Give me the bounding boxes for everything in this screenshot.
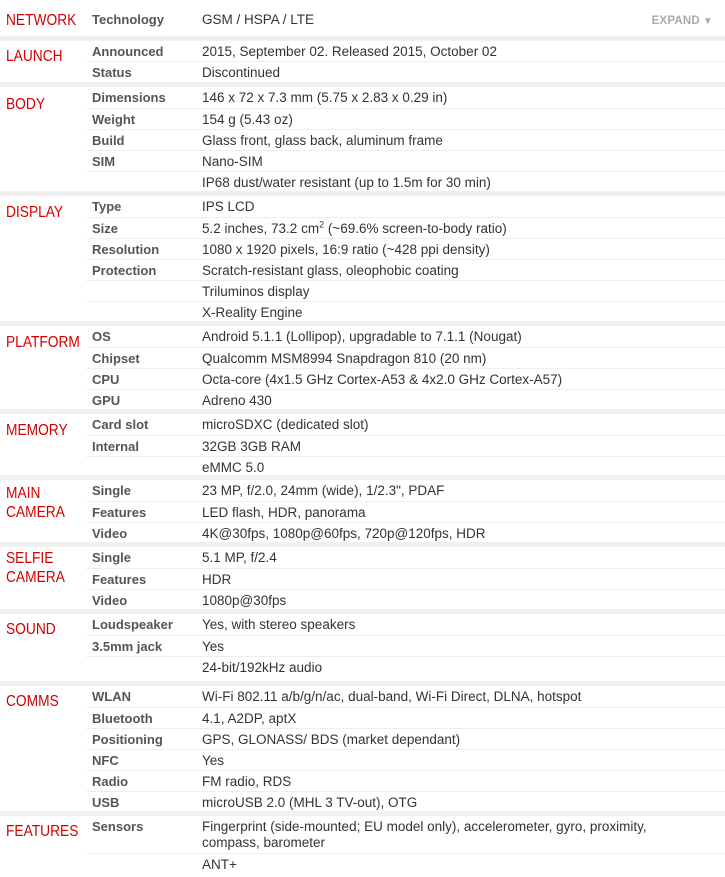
spec-row-bluetooth: [86, 707, 725, 729]
spec-value: [202, 221, 702, 237]
spec-row-video: [86, 522, 725, 544]
spec-row-nfc: [86, 749, 725, 771]
section-title-body[interactable]: BODY: [6, 96, 45, 113]
section-main-camera: [0, 480, 725, 547]
section-network: [0, 0, 725, 41]
spec-value: 23 MP, f/2.0, 24mm (wide), 1/2.3", PDAF: [202, 483, 445, 498]
spec-value: Discontinued: [202, 65, 281, 80]
spec-value: Triluminos display: [202, 284, 310, 299]
spec-row-gpu: [86, 389, 725, 411]
section-title-selfie-camera[interactable]: [6, 549, 75, 587]
spec-value: Qualcomm MSM8994 Snapdragon 810 (20 nm): [202, 351, 487, 366]
spec-row-status: [86, 61, 725, 83]
section-title-launch[interactable]: LAUNCH: [6, 48, 63, 65]
spec-label[interactable]: SIM: [92, 154, 116, 169]
spec-value: X-Reality Engine: [202, 305, 303, 320]
spec-row-extra: [86, 171, 725, 193]
spec-label[interactable]: Single: [92, 483, 132, 498]
spec-value: 24-bit/192kHz audio: [202, 660, 323, 675]
spec-label[interactable]: Resolution: [92, 242, 160, 257]
spec-row-video: [86, 589, 725, 611]
section-title-memory[interactable]: MEMORY: [6, 422, 68, 439]
spec-label[interactable]: Card slot: [92, 417, 149, 432]
spec-value: 1080 x 1920 pixels, 16:9 ratio (~428 ppi density): [202, 242, 490, 257]
spec-label[interactable]: Internal: [92, 439, 139, 454]
section-selfie-camera: [0, 547, 725, 614]
size-value-rest: (~69.6% screen-to-body ratio): [324, 221, 507, 236]
section-title-line: MAIN: [6, 485, 41, 502]
size-value-main: 5.2 inches, 73.2 cm: [202, 221, 320, 236]
spec-label[interactable]: Protection: [92, 263, 157, 278]
spec-value: LED flash, HDR, panorama: [202, 505, 366, 520]
spec-row-features: [86, 501, 725, 523]
spec-value: 4.1, A2DP, aptX: [202, 711, 297, 726]
spec-value: 146 x 72 x 7.3 mm (5.75 x 2.83 x 0.29 in): [202, 90, 448, 105]
spec-value: GSM / HSPA / LTE: [202, 12, 315, 27]
spec-row-chipset: [86, 347, 725, 369]
spec-value: [202, 819, 702, 851]
spec-value: Octa-core (4x1.5 GHz Cortex-A53 & 4x2.0 GHz Cortex-A57): [202, 372, 563, 387]
spec-label[interactable]: Weight: [92, 112, 136, 127]
section-title-line: CAMERA: [6, 569, 65, 586]
spec-label[interactable]: Positioning: [92, 732, 163, 747]
spec-label[interactable]: Radio: [92, 774, 129, 789]
section-title-comms[interactable]: COMMS: [6, 693, 59, 710]
section-display: [0, 196, 725, 326]
spec-label[interactable]: Dimensions: [92, 90, 166, 105]
spec-row-cpu: [86, 368, 725, 390]
expand-label: EXPAND: [651, 15, 700, 27]
spec-label[interactable]: Sensors: [92, 819, 144, 834]
spec-row-sim: [86, 150, 725, 172]
spec-label[interactable]: WLAN: [92, 689, 131, 704]
section-launch: [0, 41, 725, 87]
spec-value: HDR: [202, 572, 232, 587]
section-title-features[interactable]: FEATURES: [6, 823, 79, 840]
spec-row-protection: [86, 259, 725, 281]
spec-label[interactable]: Video: [92, 593, 128, 608]
spec-label[interactable]: Features: [92, 572, 147, 587]
spec-label[interactable]: GPU: [92, 393, 121, 408]
spec-value: Scratch-resistant glass, oleophobic coating: [202, 263, 459, 278]
spec-row-positioning: [86, 728, 725, 750]
spec-row-sensors: [86, 819, 725, 854]
spec-value: Nano-SIM: [202, 154, 263, 169]
section-title-platform[interactable]: PLATFORM: [6, 334, 80, 351]
spec-label[interactable]: Size: [92, 221, 119, 236]
spec-label[interactable]: CPU: [92, 372, 120, 387]
chevron-down-icon: ▼: [702, 16, 713, 27]
spec-value: Android 5.1.1 (Lollipop), upgradable to 7.1.1 (Nougat): [202, 329, 522, 344]
spec-value: IPS LCD: [202, 199, 255, 214]
spec-value: 4K@30fps, 1080p@60fps, 720p@120fps, HDR: [202, 526, 486, 541]
spec-value: Adreno 430: [202, 393, 272, 408]
spec-row-extra: [86, 853, 725, 875]
spec-value: Yes, with stereo speakers: [202, 617, 356, 632]
spec-row-weight: [86, 108, 725, 130]
spec-row-extra: [86, 656, 725, 678]
spec-label[interactable]: Technology: [92, 12, 164, 27]
section-title-main-camera[interactable]: [6, 484, 75, 522]
spec-label[interactable]: OS: [92, 329, 111, 344]
spec-label[interactable]: NFC: [92, 753, 119, 768]
spec-label[interactable]: Bluetooth: [92, 711, 153, 726]
spec-row-usb: [86, 791, 725, 813]
section-features: [0, 816, 725, 877]
spec-value: FM radio, RDS: [202, 774, 292, 789]
spec-label[interactable]: Type: [92, 199, 122, 214]
section-comms: [0, 686, 725, 816]
spec-row-size: [86, 217, 725, 239]
sensors-line: compass, barometer: [202, 835, 326, 850]
spec-value: Glass front, glass back, aluminum frame: [202, 133, 443, 148]
section-memory: [0, 414, 725, 480]
section-title-sound[interactable]: SOUND: [6, 621, 56, 638]
expand-button[interactable]: [652, 15, 713, 27]
spec-value: eMMC 5.0: [202, 460, 265, 475]
spec-value: IP68 dust/water resistant (up to 1.5m for 30 min): [202, 175, 491, 190]
sensors-line: Fingerprint (side-mounted; EU model only), accelerometer, gyro, proximity,: [202, 819, 647, 834]
spec-value: Wi-Fi 802.11 a/b/g/n/ac, dual-band, Wi-Fi Direct, DLNA, hotspot: [202, 689, 582, 704]
section-body: [0, 87, 725, 196]
spec-value: Yes: [202, 639, 225, 654]
spec-label[interactable]: Single: [92, 550, 132, 565]
spec-label[interactable]: Status: [92, 65, 132, 80]
spec-row-extra: [86, 280, 725, 302]
spec-label[interactable]: Loudspeaker: [92, 617, 173, 632]
spec-value: 5.1 MP, f/2.4: [202, 550, 277, 565]
section-title-display[interactable]: DISPLAY: [6, 204, 64, 221]
spec-value: microUSB 2.0 (MHL 3 TV-out), OTG: [202, 795, 418, 810]
size-value-sup: 2: [319, 219, 325, 230]
spec-label[interactable]: Features: [92, 505, 147, 520]
spec-value: 1080p@30fps: [202, 593, 287, 608]
spec-label[interactable]: Announced: [92, 44, 164, 59]
spec-value: microSDXC (dedicated slot): [202, 417, 369, 432]
section-title-network[interactable]: NETWORK: [6, 12, 77, 29]
spec-label[interactable]: Video: [92, 526, 128, 541]
spec-label[interactable]: Chipset: [92, 351, 140, 366]
spec-row-features: [86, 568, 725, 590]
spec-label[interactable]: USB: [92, 795, 120, 810]
spec-row-extra: [86, 301, 725, 323]
section-title-line: CAMERA: [6, 504, 65, 521]
spec-row-internal: [86, 435, 725, 457]
spec-label[interactable]: Build: [92, 133, 125, 148]
spec-value: Yes: [202, 753, 225, 768]
spec-row-jack: [86, 635, 725, 657]
spec-value: GPS, GLONASS/ BDS (market dependant): [202, 732, 461, 747]
spec-value: 2015, September 02. Released 2015, October 02: [202, 44, 497, 59]
spec-value: 154 g (5.43 oz): [202, 112, 293, 127]
spec-value: 32GB 3GB RAM: [202, 439, 302, 454]
spec-row-technology: [86, 12, 725, 32]
section-platform: [0, 326, 725, 414]
spec-value: ANT+: [202, 857, 237, 872]
section-sound: [0, 614, 725, 686]
section-title-line: SELFIE: [6, 550, 54, 567]
spec-label[interactable]: 3.5mm jack: [92, 639, 163, 654]
spec-row-build: [86, 129, 725, 151]
spec-row-resolution: [86, 238, 725, 260]
spec-row-radio: [86, 770, 725, 792]
